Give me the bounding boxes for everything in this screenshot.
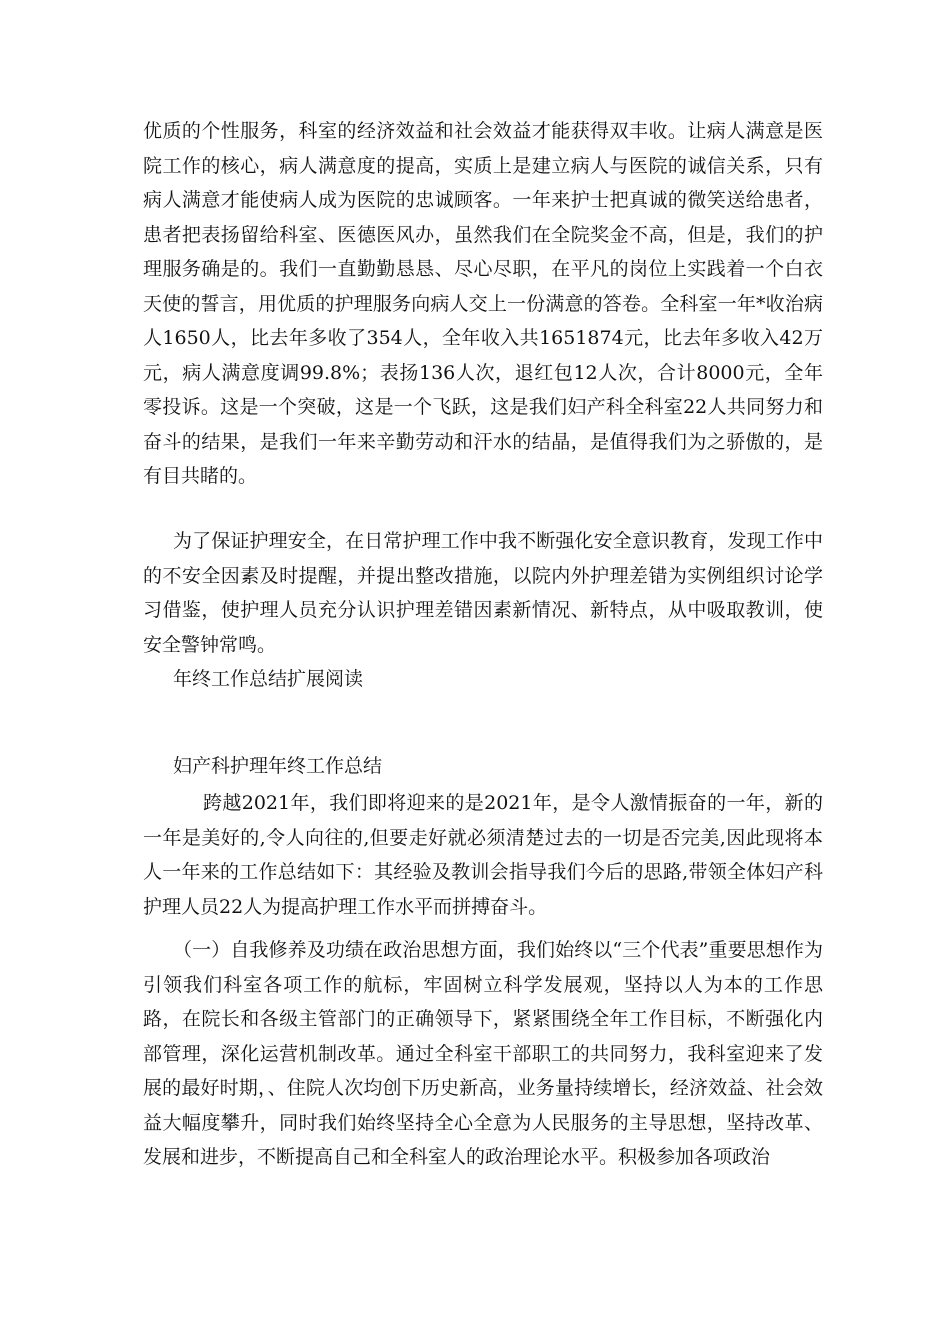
body-paragraph: 为了保证护理安全，在日常护理工作中我不断强化安全意识教育，发现工作中的不安全因素及时提醒，并提出整改措施，以院内外护理差错为实例组织讨论学习借鉴，使护理人员充分认识护理差错因素新情况、新特点，从中吸取教训，使安全警钟常鸣。 xyxy=(143,530,823,656)
extended-reading-heading: 年终工作总结扩展阅读 xyxy=(173,668,364,690)
article-title: 妇产科护理年终工作总结 xyxy=(173,755,383,777)
body-paragraph: 跨越2021年，我们即将迎来的是2021年，是令人激情振奋的一年，新的一年是美好的,令人向往的,但要走好就必须清楚过去的一切是否完美,因此现将本人一年来的工作总结如下：其经验及教训会指导我们今后的思路,带领全体妇产科护理人员22人为提高护理工作水平而拼搏奋斗。 xyxy=(143,792,823,918)
body-paragraph: 优质的个性服务，科室的经济效益和社会效益才能获得双丰收。让病人满意是医院工作的核心，病人满意度的提高，实质上是建立病人与医院的诚信关系，只有病人满意才能使病人成为医院的忠诚顾客。一年来护士把真诚的微笑送给患者，患者把表扬留给科室、医德医风办，虽然我们在全院奖金不高，但是，我们的护理服务确是的。我们一直勤勤恳恳、尽心尽职，在平凡的岗位上实践着一个白衣天使的誓言，用优质的护理服务向病人交上一份满意的答卷。全科室一年*收治病人1650人，比去年多收了354人，全年收入共1651874元，比去年多收入42万元，病人满意度调99.8%；表扬136人次，退红包12人次，合计8000元，全年零投诉。这是一个突破，这是一个飞跃，这是我们妇产科全科室22人共同努力和奋斗的结果，是我们一年来辛勤劳动和汗水的结晶，是值得我们为之骄傲的，是有目共睹的。 xyxy=(143,120,823,487)
body-paragraph: （一）自我修养及功绩在政治思想方面，我们始终以“三个代表”重要思想作为引领我们科室各项工作的航标，牢固树立科学发展观，坚持以人为本的工作思路，在院长和各级主管部门的正确领导下，紧紧围绕全年工作目标，不断强化内部管理，深化运营机制改革。通过全科室干部职工的共同努力，我科室迎来了发展的最好时期，、住院人次均创下历史新高，业务量持续增长，经济效益、社会效益大幅度攀升，同时我们始终坚持全心全意为人民服务的主导思想，坚持改革、发展和进步，不断提高自己和全科室人的政治理论水平。积极参加各项政治 xyxy=(143,939,823,1168)
